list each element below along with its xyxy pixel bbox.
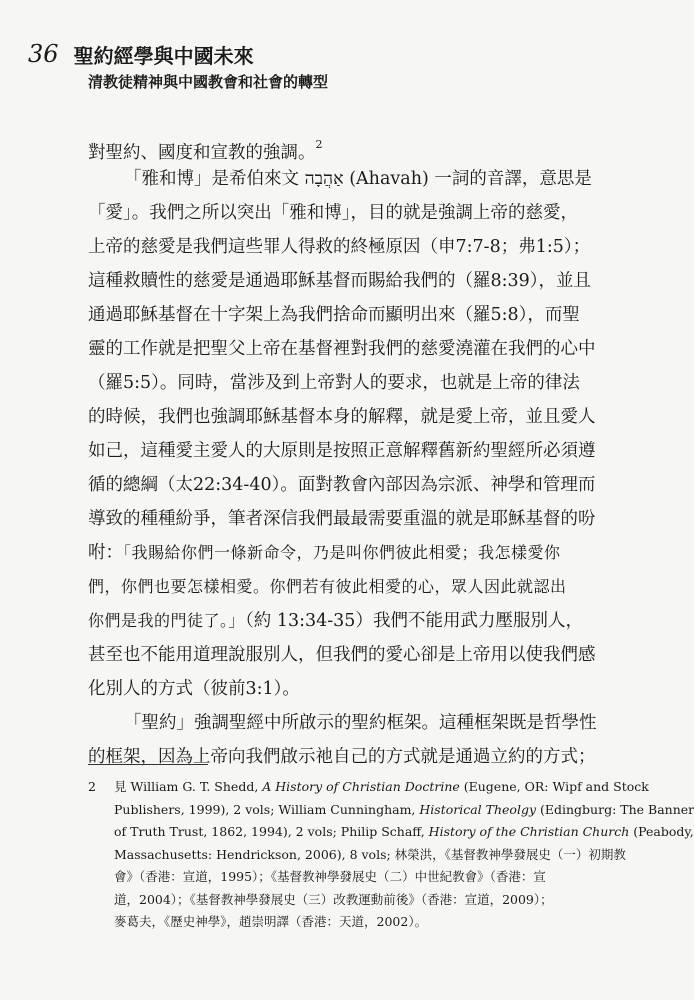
footnote (88, 776, 694, 934)
scripture-quote: 們，你們也要怎樣相愛。你們若有彼此相愛的心，眾人因此就認出 (88, 577, 567, 596)
text-line: 循的總綱（太22:34-40）。面對教會內部因為宗派、神學和管理而 (88, 475, 596, 495)
text-fragment: 咐： (88, 543, 123, 563)
text-line: 對聖約、國度和宣教的強調。 (88, 143, 316, 163)
text-line: （羅5:5）。同時，當涉及到上帝對人的要求，也就是上帝的律法 (88, 373, 580, 393)
footnote-line (88, 821, 694, 844)
book-title-italic: Historical Theolgy (419, 801, 537, 817)
text-line: 「聖約」強調聖經中所啟示的聖約框架。這種框架既是哲學性 (124, 713, 597, 733)
text-line: 如己，這種愛主愛人的大原則是按照正意解釋舊新約聖經所必須遵 (88, 441, 596, 461)
paragraph-1 (88, 128, 636, 162)
text-line: 上帝的慈愛是我們這些罪人得救的終極原因（申7:7-8；弗1:5）； (88, 237, 591, 257)
footnote-line (88, 799, 694, 822)
text-line: 化別人的方式（彼前3:1）。 (88, 679, 300, 699)
footnote-marker: 2 (88, 779, 96, 794)
footnote-line: Massachusetts: Hendrickson, 2006), 8 vols; 林榮洪，《基督教神學發展史（一）初期教 (114, 846, 626, 862)
footnote-line (88, 776, 649, 799)
main-text (88, 128, 636, 774)
running-header (28, 40, 328, 92)
text-line: 這種救贖性的慈愛是通過耶穌基督而賜給我們的（羅8:39），並且 (88, 271, 592, 291)
quote-line (88, 604, 636, 638)
footnote-divider (88, 764, 208, 765)
text-line: 靈的工作就是把聖父上帝在基督裡對我們的慈愛澆灌在我們的心中 (88, 339, 596, 359)
text-line: 甚至也不能用道理說服別人，但我們的愛心卻是上帝用以使我們感 (88, 645, 596, 665)
text-line: 「愛」。我們之所以突出「雅和博」，目的就是強調上帝的慈愛， (88, 203, 578, 223)
footnote-line: 會》（香港：宣道，1995）；《基督教神學發展史（二）中世紀教會》（香港：宣 (114, 869, 546, 884)
quote-line (88, 536, 636, 570)
text-line: 的時候，我們也強調耶穌基督本身的解釋，就是愛上帝，並且愛人 (88, 407, 596, 427)
book-title-italic: A History of Christian Doctrine (262, 779, 460, 794)
footnote-line: 麥葛夫，《歷史神學》，趙崇明譯（香港：天道，2002）。 (114, 914, 428, 929)
footnote-line: 道，2004）；《基督教神學發展史（三）改教運動前後》（香港：宣道，2009）； (114, 891, 553, 907)
footnote-reference: 2 (315, 138, 323, 151)
text-fragment: of Truth Trust, 1862, 1994), 2 vols; Philip Schaff, (114, 824, 429, 839)
text-fragment: (Peabody, (629, 824, 694, 839)
text-fragment: （約 13:34-35）我們不能用武力壓服別人， (245, 611, 583, 631)
scripture-quote: 「我賜給你們一條新命令，乃是叫你們彼此相愛；我怎樣愛你 (123, 543, 561, 562)
text-fragment: Publishers, 1999), 2 vols; William Cunningham, (114, 801, 420, 817)
page-number: 36 (28, 40, 59, 68)
scripture-quote: 你們是我的門徒了。」 (88, 611, 246, 630)
text-line: 的框架，因為上帝向我們啟示祂自己的方式就是通過立約的方式； (88, 747, 596, 767)
book-subtitle: 清教徒精神與中國教會和社會的轉型 (88, 73, 329, 91)
text-line: 通過耶穌基督在十字架上為我們捨命而顯明出來（羅5:8），而聖 (88, 305, 580, 325)
book-title: 聖約經學與中國未來 (73, 44, 254, 68)
text-line: 「雅和博」是希伯來文 אַהֲבָה (Ahavah) 一詞的音譯，意思是 (124, 169, 592, 189)
text-fragment: (Edingburg: The Banner (536, 801, 694, 817)
text-line: 導致的種種紛爭，筆者深信我們最最需要重溫的就是耶穌基督的吩 (88, 509, 596, 529)
text-fragment: 見 William G. T. Shedd, (114, 779, 263, 794)
paragraph-2 (88, 162, 636, 706)
book-title-italic: History of the Christian Church (428, 824, 630, 839)
text-fragment: (Eugene, OR: Wipf and Stock (459, 779, 649, 794)
